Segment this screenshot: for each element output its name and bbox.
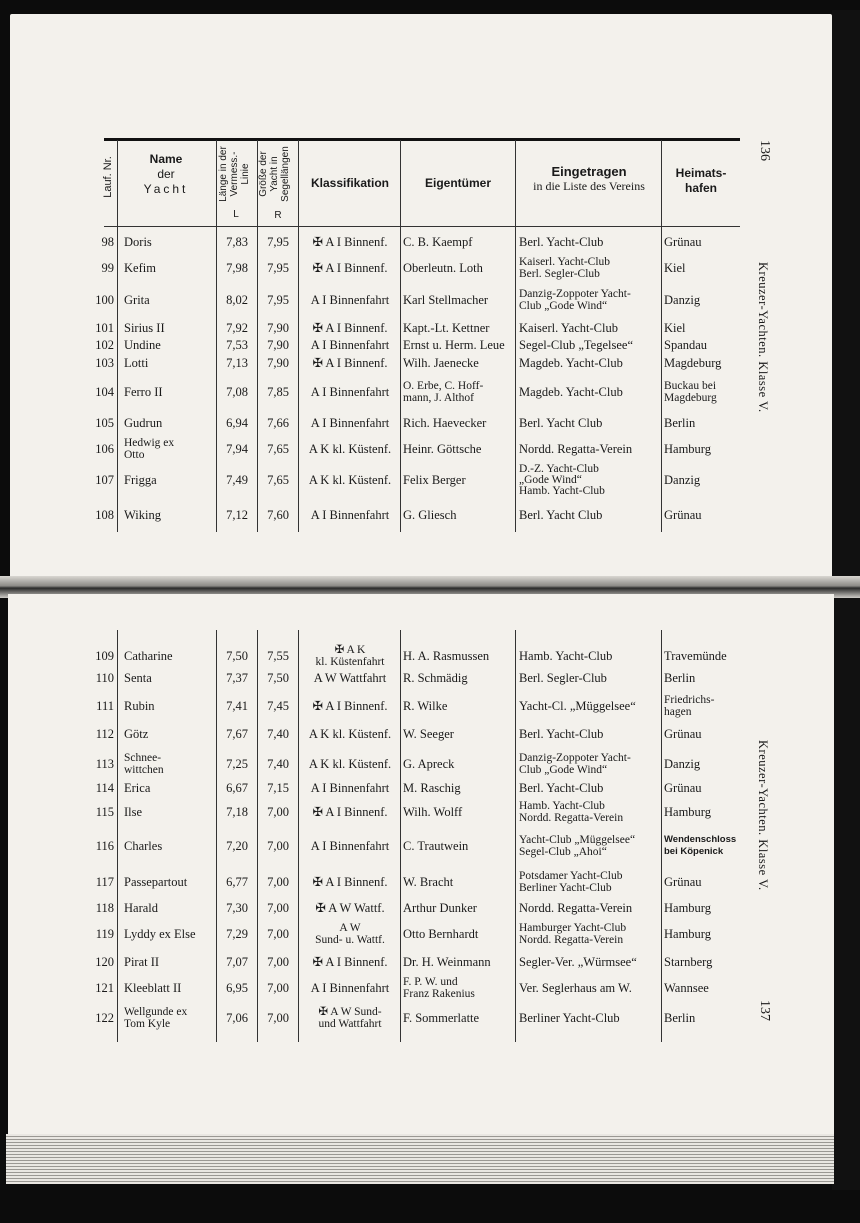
cell-R: 7,95: [267, 293, 289, 307]
cell-klass: A K kl. Küstenf.: [308, 757, 392, 771]
cell-eigen: Heinr. Göttsche: [403, 442, 482, 456]
cell-nr: 119: [95, 927, 114, 941]
cell-R: 7,00: [267, 1011, 289, 1025]
cell-klass: A I Binnenfahrt: [310, 338, 390, 352]
header-lauf-nr: Lauf. Nr.: [102, 156, 114, 198]
cell-hafen: Hamburg: [664, 805, 711, 819]
col-rule: [661, 140, 662, 532]
cell-hafen: Friedrichs- hagen: [664, 694, 715, 718]
header-eingetragen-line2: in die Liste des Vereins: [533, 179, 645, 193]
cell-eigen: M. Raschig: [403, 781, 461, 795]
cell-L: 7,49: [226, 473, 248, 487]
cell-verein: Berl. Yacht Club: [519, 416, 603, 430]
cell-eigen: Ernst u. Herm. Leue: [403, 338, 505, 352]
cell-verein: Berl. Segler-Club: [519, 671, 607, 685]
cell-L: 7,08: [226, 385, 248, 399]
cell-verein: Segel-Club „Tegelsee“: [519, 338, 634, 352]
cell-hafen: Magdeburg: [664, 356, 722, 370]
cell-hafen: Wannsee: [664, 981, 709, 995]
header-rule: [104, 138, 740, 141]
cell-eigen: W. Seeger: [403, 727, 454, 741]
cell-name: Charles: [124, 839, 163, 853]
cell-R: 7,65: [267, 473, 289, 487]
cell-name: Lotti: [124, 356, 149, 370]
header-heimatshafen: [662, 166, 740, 196]
col-rule: [298, 630, 299, 1042]
cell-name: Ilse: [124, 805, 143, 819]
cell-L: 7,29: [226, 927, 248, 941]
cell-klass: ✠ A I Binnenf.: [312, 356, 388, 370]
cell-R: 7,00: [267, 955, 289, 969]
cell-name: Grita: [124, 293, 150, 307]
cell-L: 8,02: [226, 293, 248, 307]
cell-klass: A I Binnenfahrt: [310, 981, 390, 995]
cell-klass: ✠ A I Binnenf.: [312, 699, 388, 713]
cell-nr: 108: [95, 508, 114, 522]
cell-eigen: Otto Bernhardt: [403, 927, 479, 941]
cell-hafen: Kiel: [664, 261, 686, 275]
cell-klass: A W Sund- u. Wattf.: [315, 922, 385, 946]
cell-R: 7,50: [267, 671, 289, 685]
cell-hafen: Hamburg: [664, 927, 711, 941]
col-rule: [257, 140, 258, 532]
cell-name: Sirius II: [124, 321, 165, 335]
cell-nr: 114: [95, 781, 114, 795]
col-rule: [216, 630, 217, 1042]
cell-L: 7,50: [226, 649, 248, 663]
cell-name: Frigga: [124, 473, 157, 487]
cell-name: Schnee- wittchen: [124, 752, 164, 776]
cell-hafen: Berlin: [664, 671, 696, 685]
cell-nr: 120: [95, 955, 114, 969]
cell-L: 7,37: [226, 671, 248, 685]
header-groesse: Größe der Yacht in Segellängen: [258, 146, 291, 202]
cell-L: 7,25: [226, 757, 248, 771]
cell-klass: A I Binnenfahrt: [310, 839, 390, 853]
cell-R: 7,15: [267, 781, 289, 795]
cell-name: Kleeblatt II: [124, 981, 182, 995]
cell-eigen: R. Wilke: [403, 699, 448, 713]
cell-nr: 99: [101, 261, 114, 275]
cell-klass: A K kl. Küstenf.: [308, 473, 392, 487]
cell-L: 6,95: [226, 981, 248, 995]
cell-eigen: Felix Berger: [403, 473, 466, 487]
cell-eigen: Rich. Haevecker: [403, 416, 487, 430]
cell-hafen: Starnberg: [664, 955, 713, 969]
cell-nr: 118: [95, 901, 114, 915]
cell-verein: Ver. Seglerhaus am W.: [519, 981, 632, 995]
cell-R: 7,00: [267, 981, 289, 995]
cell-klass: A K kl. Küstenf.: [308, 442, 392, 456]
cell-verein: Kaiserl. Yacht-Club Berl. Segler-Club: [519, 256, 611, 280]
header-name-line3: Yacht: [143, 182, 189, 196]
cell-eigen: O. Erbe, C. Hoff- mann, J. Althof: [403, 380, 484, 404]
cell-L: 7,92: [226, 321, 248, 335]
cell-hafen: Hamburg: [664, 901, 711, 915]
cell-eigen: G. Gliesch: [403, 508, 457, 522]
cell-hafen: Berlin: [664, 416, 696, 430]
cell-hafen: Grünau: [664, 508, 702, 522]
cell-L: 6,67: [226, 781, 248, 795]
cell-verein: Magdeb. Yacht-Club: [519, 356, 623, 370]
col-rule: [257, 630, 258, 1042]
cell-name: Doris: [124, 235, 152, 249]
cell-eigen: G. Apreck: [403, 757, 455, 771]
col-rule: [117, 630, 118, 1042]
header-name: [118, 152, 214, 197]
cell-R: 7,95: [267, 261, 289, 275]
header-eigentuemer: Eigentümer: [424, 176, 491, 190]
col-rule: [515, 140, 516, 532]
cell-name: Götz: [124, 727, 149, 741]
cell-nr: 107: [95, 473, 114, 487]
cell-klass: ✠ A I Binnenf.: [312, 875, 388, 889]
cell-klass: ✠ A I Binnenf.: [312, 955, 388, 969]
cell-name: Wiking: [124, 508, 161, 522]
cell-R: 7,60: [267, 508, 289, 522]
cell-hafen: Kiel: [664, 321, 686, 335]
cell-R: 7,00: [267, 805, 289, 819]
cell-L: 7,98: [226, 261, 248, 275]
cell-L: 7,53: [226, 338, 248, 352]
cell-verein: Berl. Yacht-Club: [519, 727, 604, 741]
cell-nr: 110: [95, 671, 114, 685]
cell-klass: A I Binnenfahrt: [310, 385, 390, 399]
cell-klass: ✠ A I Binnenf.: [312, 321, 388, 335]
header-bottom-rule: [104, 226, 740, 227]
cell-klass: ✠ A I Binnenf.: [312, 261, 388, 275]
cell-nr: 115: [95, 805, 114, 819]
cell-name: Ferro II: [124, 385, 163, 399]
header-eingetragen: [516, 164, 662, 194]
header-eingetragen-line1: Eingetragen: [551, 164, 627, 179]
cell-R: 7,66: [267, 416, 289, 430]
side-caption-bottom: Kreuzer-Yachten. Klasse V.: [756, 740, 770, 891]
header-groesse-letter: R: [274, 210, 282, 221]
cell-eigen: Arthur Dunker: [403, 901, 477, 915]
header-name-line1: Name: [149, 152, 183, 166]
col-rule: [400, 630, 401, 1042]
col-rule: [661, 630, 662, 1042]
cell-R: 7,95: [267, 235, 289, 249]
cell-R: 7,40: [267, 727, 289, 741]
page-number-top: 136: [757, 140, 772, 161]
cell-name: Erica: [124, 781, 151, 795]
cell-L: 7,13: [226, 356, 248, 370]
cell-verein: Berliner Yacht-Club: [519, 1011, 620, 1025]
cell-eigen: R. Schmädig: [403, 671, 468, 685]
col-rule: [515, 630, 516, 1042]
cell-eigen: Dr. H. Weinmann: [403, 955, 491, 969]
cell-L: 7,07: [226, 955, 248, 969]
side-caption-top: Kreuzer-Yachten. Klasse V.: [756, 262, 770, 413]
cell-R: 7,65: [267, 442, 289, 456]
cell-hafen: Spandau: [664, 338, 708, 352]
cell-name: Hedwig ex Otto: [124, 437, 175, 461]
cell-klass: ✠ A I Binnenf.: [312, 235, 388, 249]
cell-L: 7,06: [226, 1011, 248, 1025]
header-laenge: Länge in der Vermess.-Linie: [218, 146, 251, 202]
cell-name: Gudrun: [124, 416, 163, 430]
cell-klass: ✠ A K kl. Küstenfahrt: [315, 644, 385, 668]
cell-eigen: H. A. Rasmussen: [403, 649, 490, 663]
cell-nr: 112: [95, 727, 114, 741]
header-name-line2: der: [157, 167, 175, 181]
col-rule: [298, 140, 299, 532]
cell-L: 7,94: [226, 442, 248, 456]
cell-eigen: W. Bracht: [403, 875, 454, 889]
cell-eigen: Oberleutn. Loth: [403, 261, 483, 275]
cell-R: 7,85: [267, 385, 289, 399]
cell-eigen: Wilh. Wolff: [403, 805, 463, 819]
cell-nr: 101: [95, 321, 114, 335]
cell-verein: D.-Z. Yacht-Club „Gode Wind“ Hamb. Yacht-Club: [519, 462, 605, 497]
cell-name: Senta: [124, 671, 152, 685]
cell-R: 7,90: [267, 321, 289, 335]
cell-R: 7,00: [267, 875, 289, 889]
cell-nr: 100: [95, 293, 114, 307]
cell-klass: ✠ A W Sund- und Wattfahrt: [318, 1006, 382, 1030]
cell-nr: 106: [95, 442, 114, 456]
header-laenge-letter: L: [233, 209, 239, 220]
cell-verein: Yacht-Club „Müggelsee“ Segel-Club „Ahoi“: [519, 834, 636, 858]
cell-eigen: F. P. W. und Franz Rakenius: [403, 976, 475, 1000]
cell-eigen: Kapt.-Lt. Kettner: [403, 321, 490, 335]
cell-name: Catharine: [124, 649, 173, 663]
cell-name: Harald: [124, 901, 159, 915]
cell-verein: Berl. Yacht-Club: [519, 235, 604, 249]
cell-eigen: F. Sommerlatte: [403, 1011, 480, 1025]
cell-klass: A I Binnenfahrt: [310, 416, 390, 430]
cell-eigen: C. Trautwein: [403, 839, 469, 853]
cell-verein: Potsdamer Yacht-Club Berliner Yacht-Club: [519, 870, 623, 894]
cell-hafen: Buckau bei Magdeburg: [664, 380, 717, 404]
cell-name: Passepartout: [124, 875, 188, 889]
cell-R: 7,00: [267, 901, 289, 915]
cell-R: 7,90: [267, 338, 289, 352]
cell-R: 7,40: [267, 757, 289, 771]
cell-R: 7,00: [267, 839, 289, 853]
cell-nr: 117: [95, 875, 114, 889]
cell-hafen: Wendenschloss bei Köpenick: [664, 834, 737, 857]
cell-verein: Magdeb. Yacht-Club: [519, 385, 623, 399]
cell-klass: A W Wattfahrt: [313, 671, 387, 685]
cell-verein: Nordd. Regatta-Verein: [519, 442, 633, 456]
cell-nr: 102: [95, 338, 114, 352]
cell-R: 7,90: [267, 356, 289, 370]
cell-eigen: C. B. Kaempf: [403, 235, 473, 249]
cell-nr: 98: [101, 235, 114, 249]
cell-L: 7,67: [226, 727, 248, 741]
cell-L: 7,41: [226, 699, 248, 713]
page-number-bottom: 137: [757, 1000, 772, 1021]
book-right-edge: [832, 10, 860, 1190]
cell-L: 7,83: [226, 235, 248, 249]
cell-nr: 105: [95, 416, 114, 430]
col-rule: [400, 140, 401, 532]
cell-verein: Kaiserl. Yacht-Club: [519, 321, 618, 335]
cell-hafen: Berlin: [664, 1011, 696, 1025]
cell-nr: 109: [95, 649, 114, 663]
cell-L: 6,94: [226, 416, 248, 430]
cell-eigen: Wilh. Jaenecke: [403, 356, 479, 370]
cell-R: 7,55: [267, 649, 289, 663]
cell-name: Kefim: [124, 261, 156, 275]
header-klassifikation: Klassifikation: [310, 176, 390, 190]
cell-name: Pirat II: [124, 955, 160, 969]
cell-verein: Danzig-Zoppoter Yacht- Club „Gode Wind“: [519, 288, 631, 312]
header-heimatshafen-line1: Heimats-: [675, 166, 727, 180]
col-rule: [117, 140, 118, 532]
cell-klass: A I Binnenfahrt: [310, 508, 390, 522]
cell-verein: Segler-Ver. „Würmsee“: [519, 955, 637, 969]
cell-klass: A K kl. Küstenf.: [308, 727, 392, 741]
cell-L: 7,18: [226, 805, 248, 819]
cell-name: Rubin: [124, 699, 155, 713]
cell-verein: Hamb. Yacht-Club Nordd. Regatta-Verein: [519, 800, 624, 824]
cell-hafen: Grünau: [664, 875, 702, 889]
cell-hafen: Travemünde: [664, 649, 727, 663]
cell-nr: 122: [95, 1011, 114, 1025]
cell-nr: 116: [95, 839, 114, 853]
cell-nr: 121: [95, 981, 114, 995]
cell-verein: Yacht-Cl. „Müggelsee“: [519, 699, 636, 713]
cell-verein: Berl. Yacht-Club: [519, 781, 604, 795]
cell-hafen: Danzig: [664, 757, 701, 771]
cell-verein: Berl. Yacht Club: [519, 508, 603, 522]
cell-nr: 103: [95, 356, 114, 370]
cell-verein: Hamburger Yacht-Club Nordd. Regatta-Verein: [519, 922, 627, 946]
cell-klass: ✠ A W Wattf.: [315, 901, 385, 915]
cell-verein: Hamb. Yacht-Club: [519, 649, 613, 663]
cell-klass: ✠ A I Binnenf.: [312, 805, 388, 819]
cell-L: 7,30: [226, 901, 248, 915]
cell-hafen: Danzig: [664, 473, 701, 487]
cell-name: Undine: [124, 338, 161, 352]
cell-R: 7,00: [267, 927, 289, 941]
cell-hafen: Hamburg: [664, 442, 711, 456]
cell-verein: Danzig-Zoppoter Yacht- Club „Gode Wind“: [519, 752, 631, 776]
cell-verein: Nordd. Regatta-Verein: [519, 901, 633, 915]
cell-L: 6,77: [226, 875, 248, 889]
cell-L: 7,20: [226, 839, 248, 853]
cell-hafen: Grünau: [664, 235, 702, 249]
cell-hafen: Grünau: [664, 727, 702, 741]
cell-name: Wellgunde ex Tom Kyle: [124, 1006, 188, 1030]
cell-name: Lyddy ex Else: [124, 927, 196, 941]
header-heimatshafen-line2: hafen: [684, 181, 717, 195]
page-edges: [6, 1134, 834, 1184]
cell-hafen: Danzig: [664, 293, 701, 307]
cell-klass: A I Binnenfahrt: [310, 293, 390, 307]
cell-nr: 111: [96, 699, 114, 713]
cell-L: 7,12: [226, 508, 248, 522]
cell-eigen: Karl Stellmacher: [403, 293, 489, 307]
cell-nr: 104: [95, 385, 114, 399]
cell-klass: A I Binnenfahrt: [310, 781, 390, 795]
cell-hafen: Grünau: [664, 781, 702, 795]
col-rule: [216, 140, 217, 532]
cell-nr: 113: [95, 757, 114, 771]
cell-R: 7,45: [267, 699, 289, 713]
